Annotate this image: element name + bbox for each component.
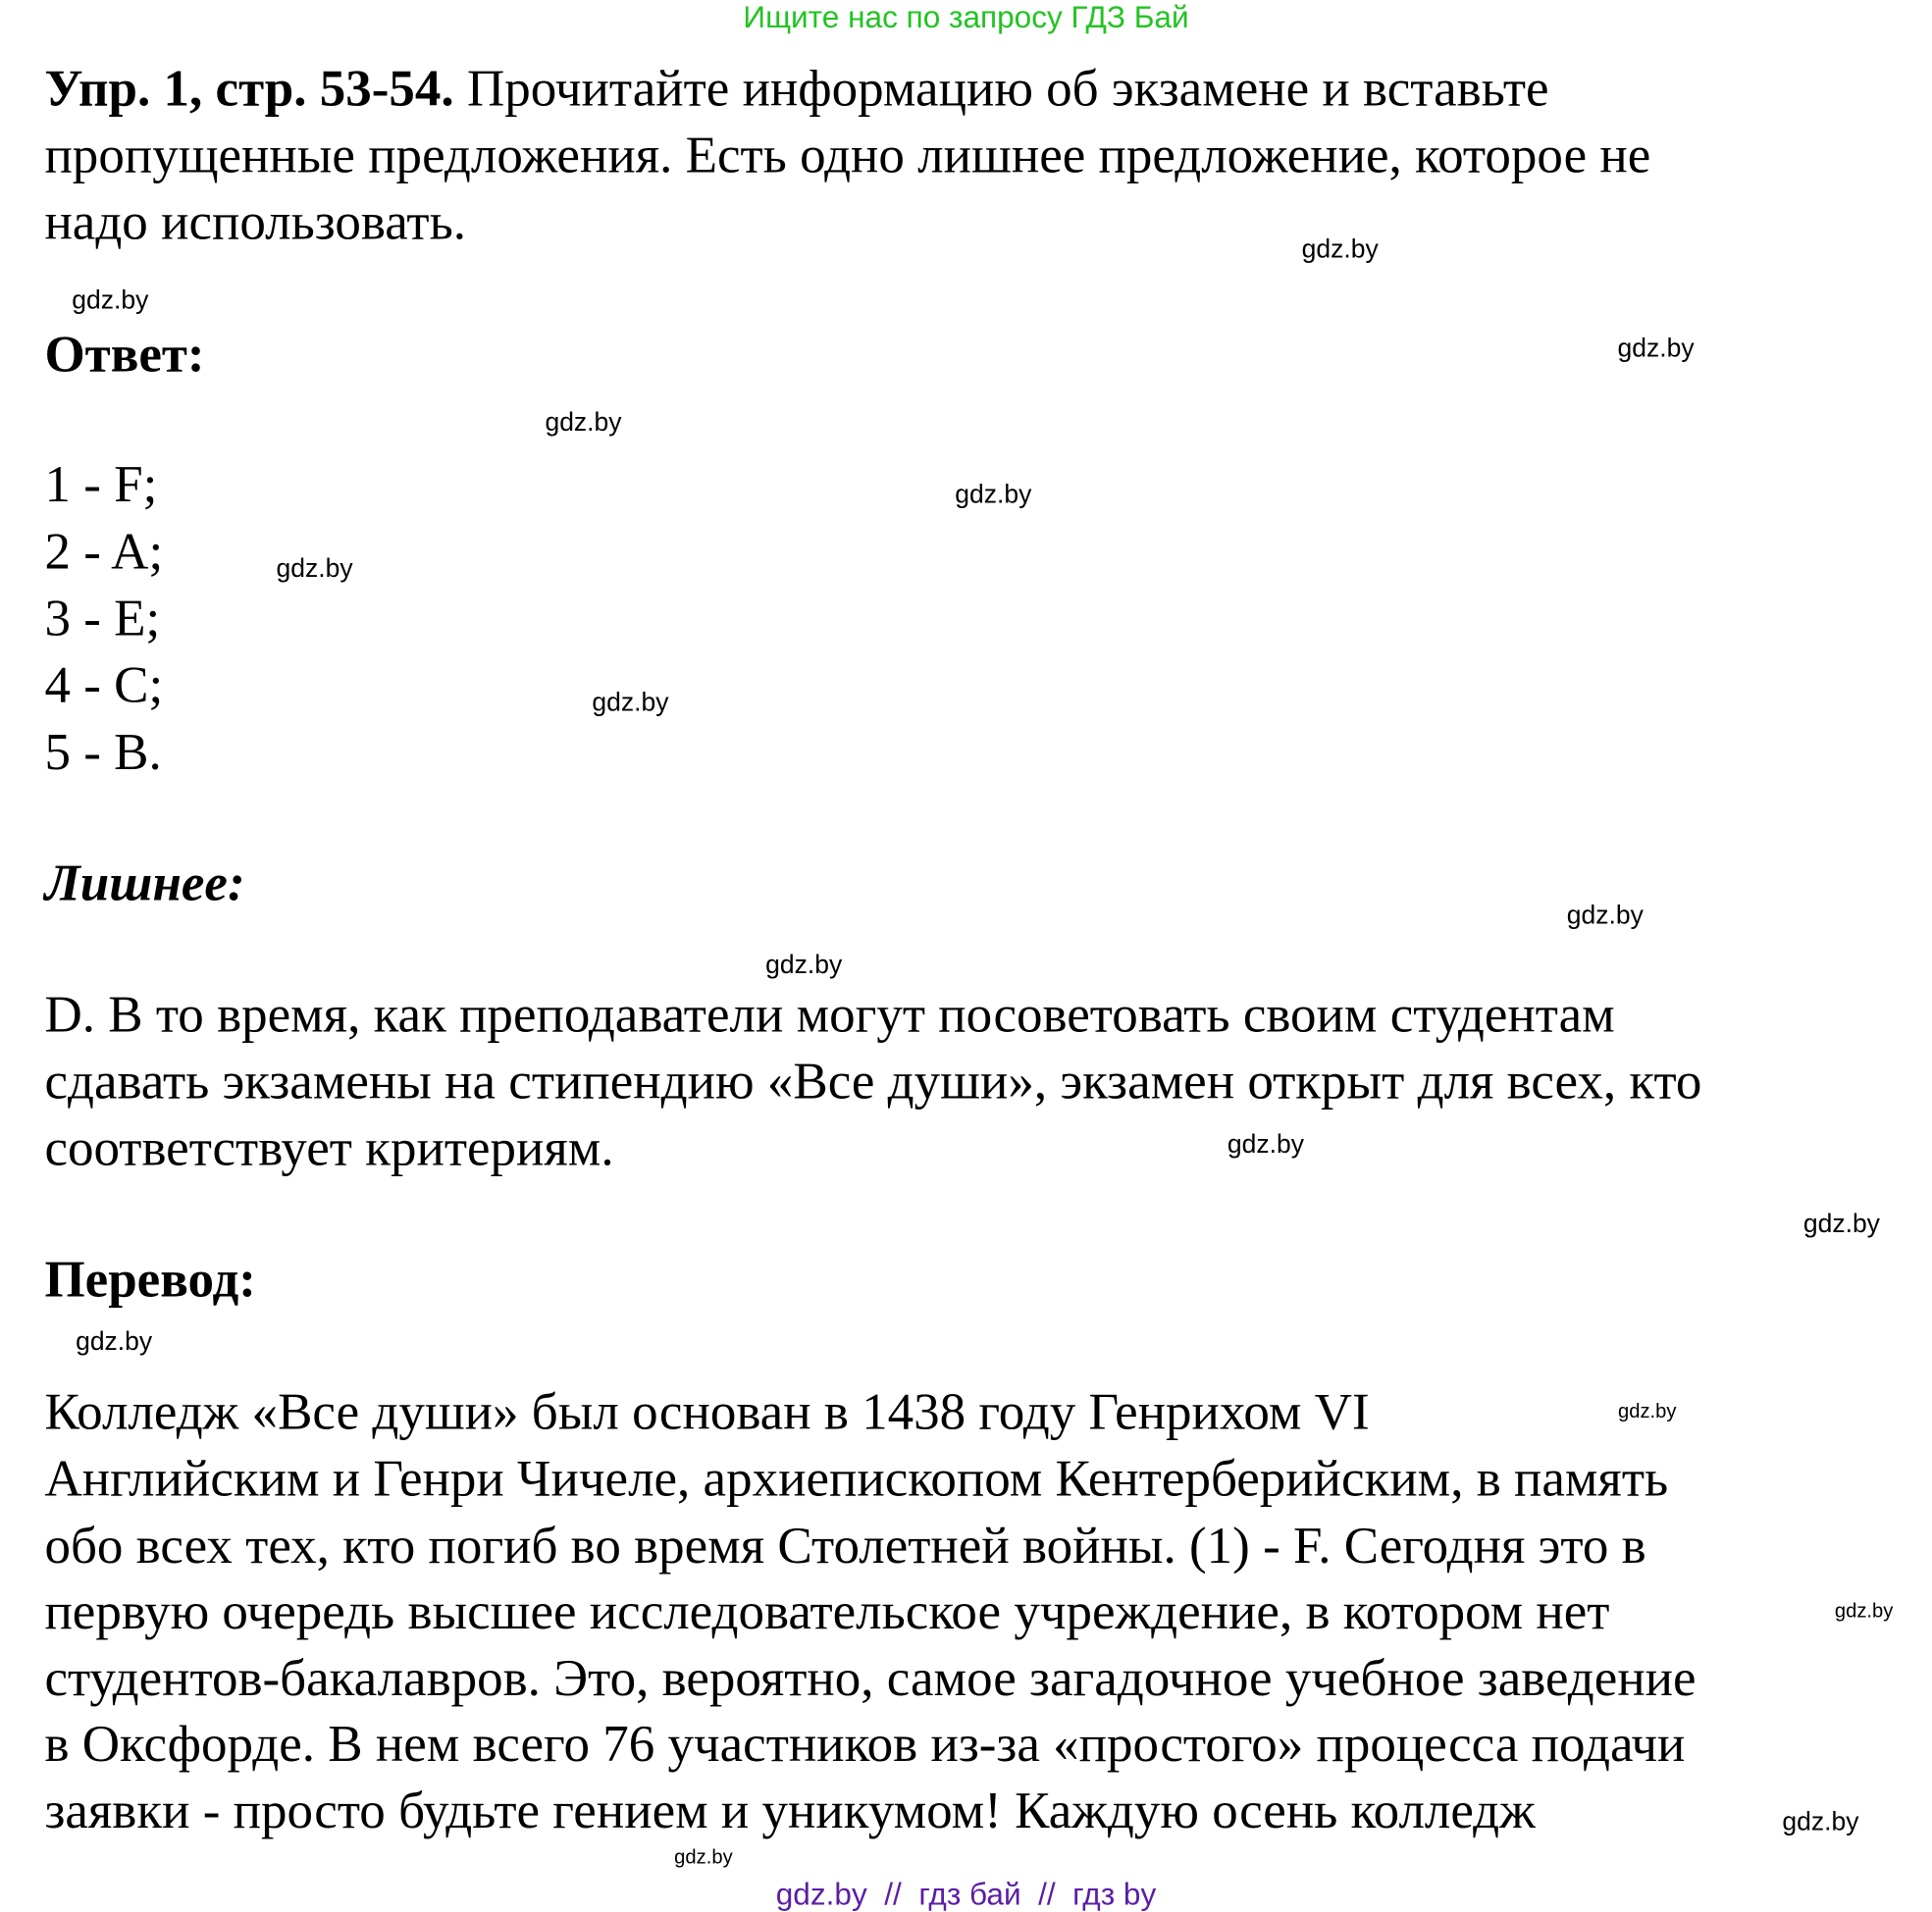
task-line: пропущенные предложения. Есть одно лишнее предложение, которое не (44, 128, 1651, 185)
watermark: gdz.by (765, 951, 843, 980)
answer-item: 4 - C; (44, 657, 164, 715)
search-banner: Ищите нас по запросу ГДЗ Бай (743, 0, 1189, 35)
footer-links: gdz.by // гдз бай // гдз by (775, 1877, 1157, 1912)
watermark: gdz.by (1227, 1130, 1305, 1160)
watermark: gdz.by (955, 480, 1032, 509)
translation-line: заявки - просто будьте гением и уникумом! Каждую осень колледж (44, 1783, 1536, 1840)
translation-line: в Оксфорде. В нем всего 76 участников из-за «простого» процесса подачи (44, 1716, 1686, 1774)
watermark: gdz.by (1834, 1601, 1894, 1623)
watermark: gdz.by (545, 408, 622, 438)
answer-item: 1 - F; (44, 456, 158, 514)
translation-line: обо всех тех, кто погиб во время Столетней войны. (1) - F. Сегодня это в (44, 1518, 1646, 1576)
watermark: gdz.by (1301, 234, 1379, 264)
watermark: gdz.by (1802, 1210, 1880, 1239)
translation-line: Английским и Генри Чичеле, архиепископом Кентерберийским, в память (44, 1451, 1669, 1509)
watermark: gdz.by (674, 1847, 733, 1869)
answer-item: 2 - A; (44, 523, 164, 581)
extra-heading: Лишнее: (44, 855, 245, 913)
watermark: gdz.by (1617, 334, 1695, 363)
extra-line: соответствует критериям. (44, 1120, 614, 1178)
extra-line: сдавать экзамены на стипендию «Все души», экзамен открыт для всех, кто (44, 1054, 1702, 1111)
answer-item: 3 - E; (44, 591, 161, 648)
task-label: Упр. 1, стр. 53-54. (44, 60, 454, 118)
translation-line: Колледж «Все души» был основан в 1438 году Генрихом VI (44, 1384, 1370, 1442)
watermark: gdz.by (592, 688, 669, 717)
translation-line: первую очередь высшее исследовательское учреждение, в котором нет (44, 1583, 1610, 1641)
translation-line: студентов-бакалавров. Это, вероятно, самое загадочное учебное заведение (44, 1650, 1697, 1708)
task-text: Прочитайте информацию об экзамене и вставьте (453, 60, 1549, 118)
watermark: gdz.by (1782, 1807, 1859, 1836)
watermark: gdz.by (76, 1327, 153, 1357)
task-line (44, 58, 1548, 120)
task-line: надо использовать. (44, 194, 467, 252)
watermark: gdz.by (1566, 901, 1644, 930)
translation-heading: Перевод: (44, 1252, 256, 1310)
watermark: gdz.by (72, 285, 149, 315)
answer-heading: Ответ: (44, 327, 205, 385)
answer-item: 5 - B. (44, 724, 162, 782)
watermark: gdz.by (276, 554, 353, 584)
watermark: gdz.by (1617, 1401, 1677, 1423)
extra-line: D. В то время, как преподаватели могут посоветовать своим студентам (44, 986, 1615, 1045)
